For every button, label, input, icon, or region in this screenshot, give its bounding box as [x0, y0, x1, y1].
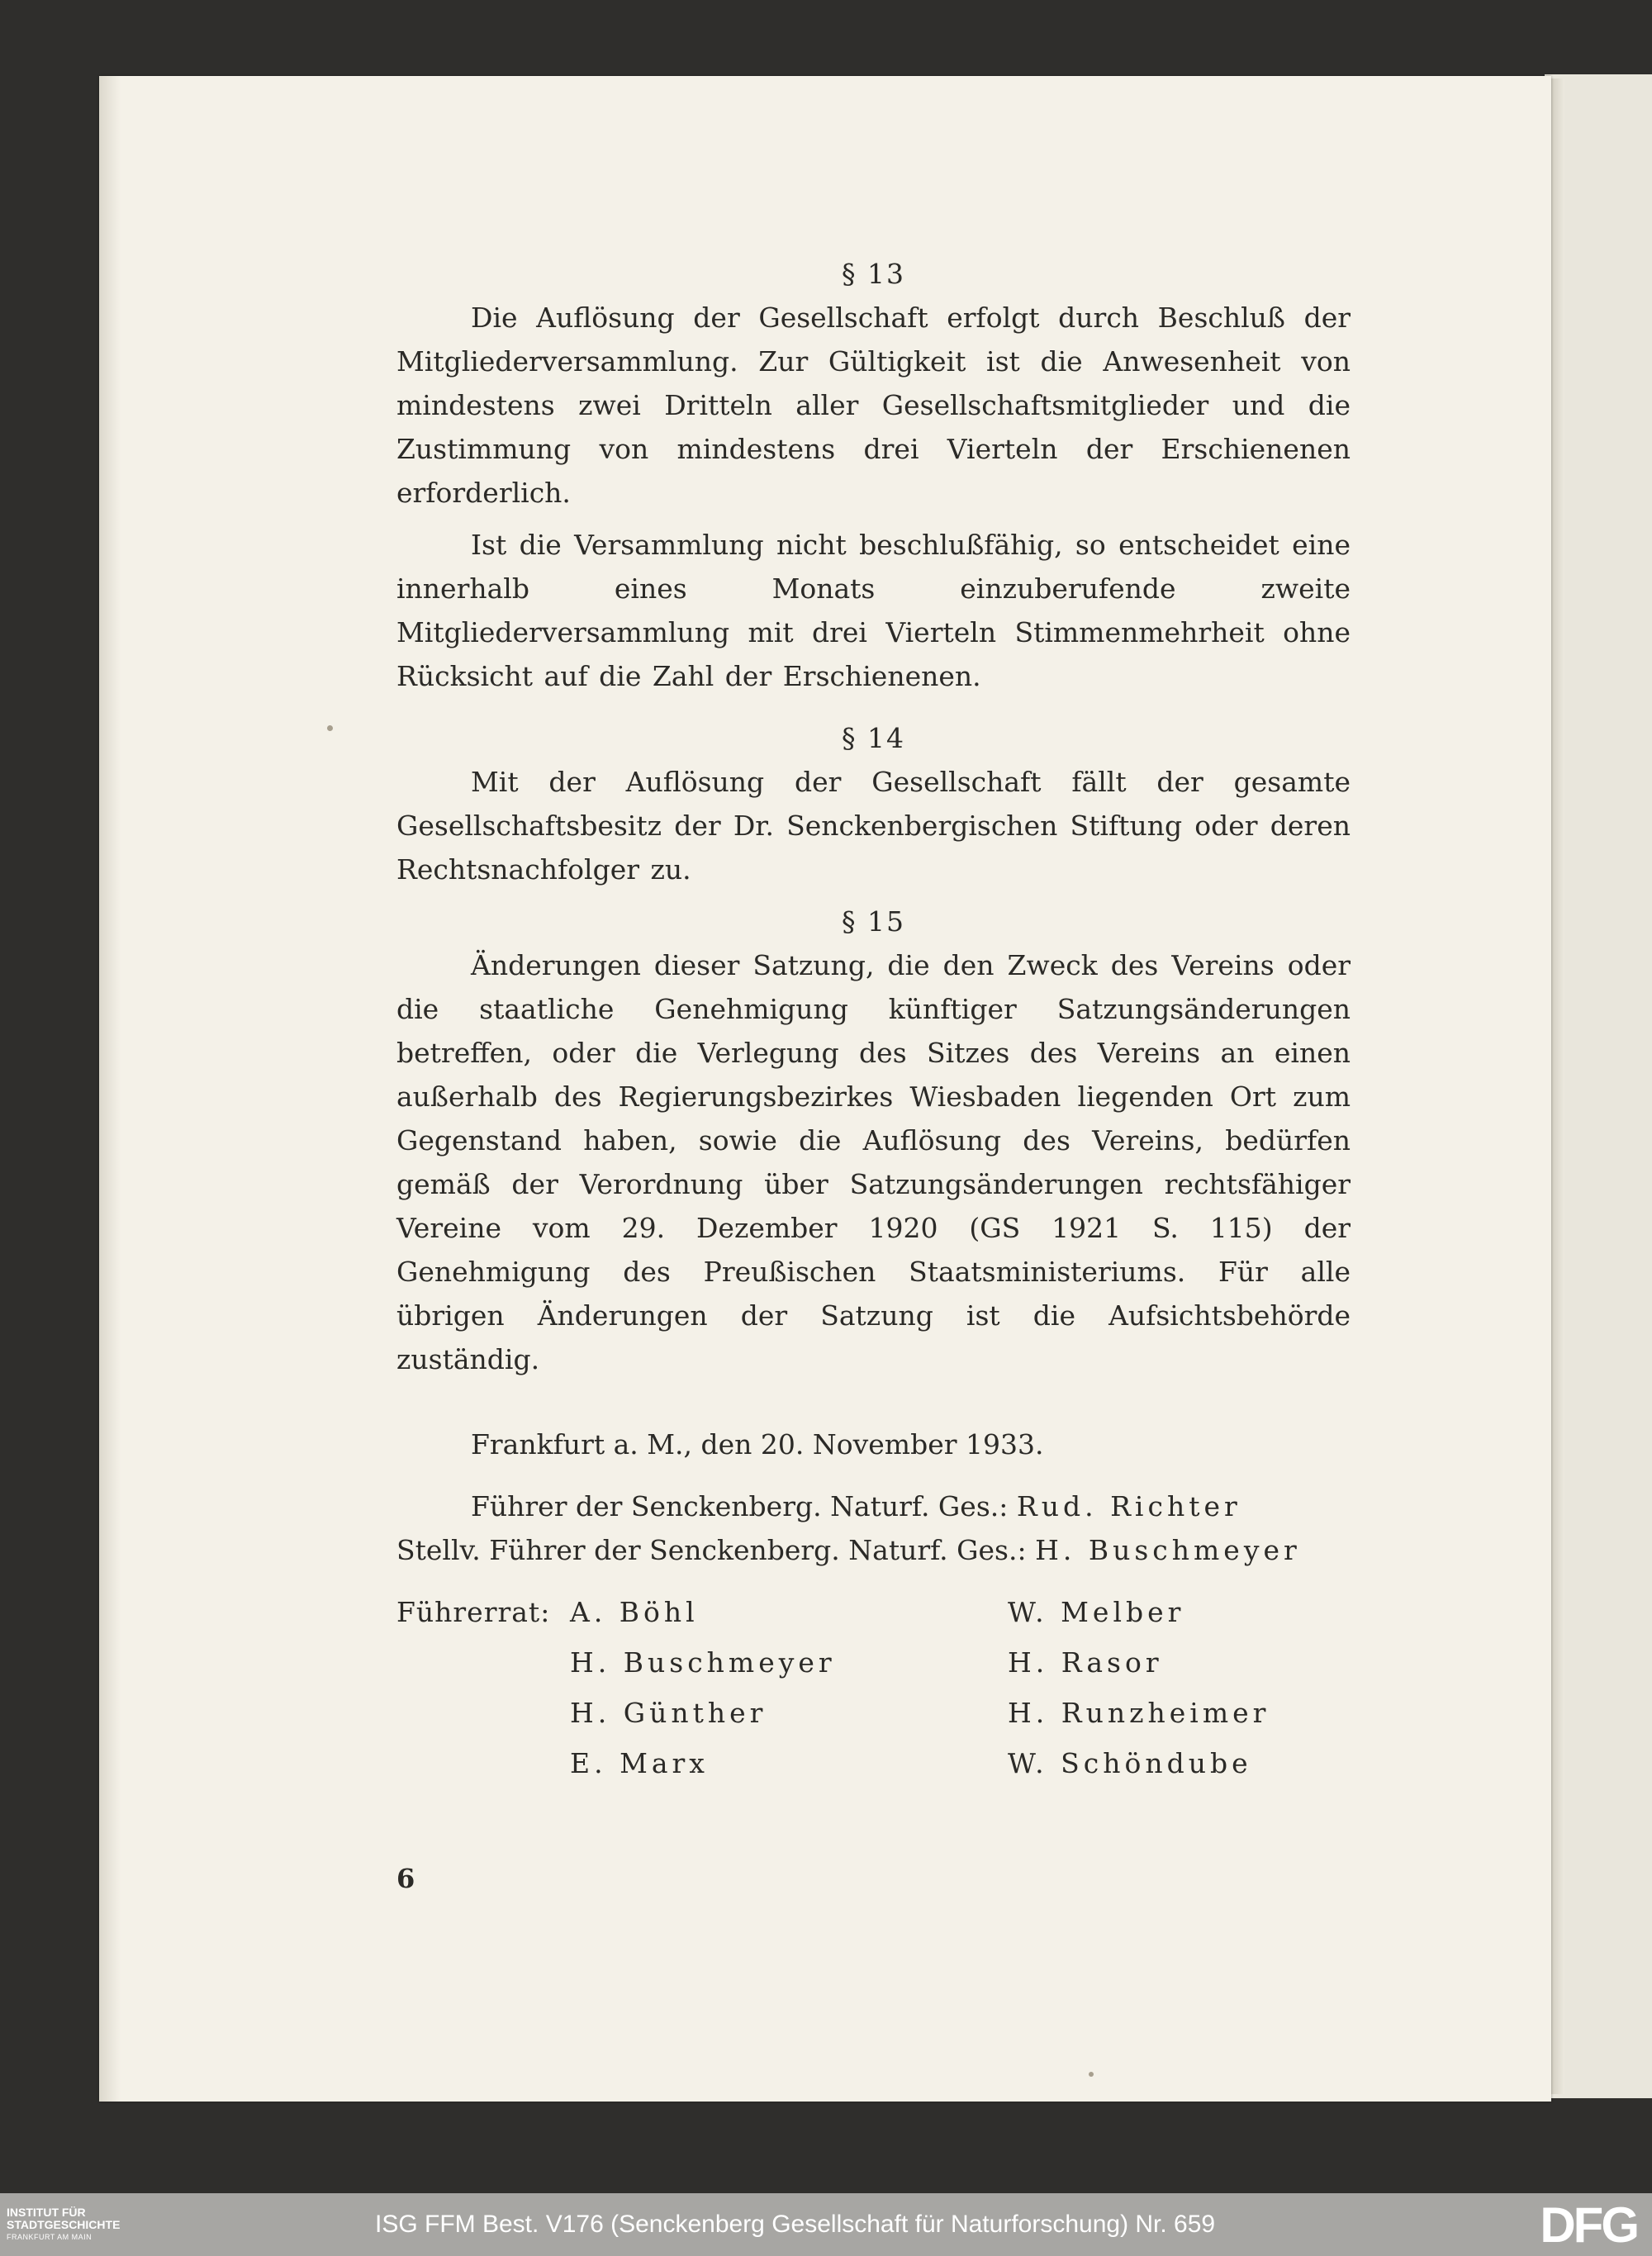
section-15-paragraph-1: Änderungen dieser Satzung, die den Zweck des Vereins oder die staatliche Genehmigung künftiger Satzungsänderungen betreffen, oder die Verlegung des Sitzes des Vereins an einen außerhalb des Regierungsbezirkes Wiesbaden liegenden Ort zum Gegenstand haben, sowie die Auflösung des Vereins, bedürfen gemäß der Verordnung über Satzungsänderungen rechtsfähiger Vereine vom 29. Dezember 1920 (GS 1921 S. 115) der Genehmigung des Preußischen Staatsministeriums. Für alle übrigen Änderungen der Satzung ist die Aufsichtsbehörde zuständig.: [396, 949, 1351, 1375]
page-content: [396, 252, 1351, 1785]
institution-name-line2: STADTGESCHICHTE: [7, 2217, 121, 2231]
council-list: [396, 1590, 1351, 1785]
page-left-shadow: [99, 76, 121, 2102]
council-member: H. Buschmeyer: [570, 1646, 836, 1679]
council-member: H. Günther: [570, 1697, 767, 1729]
institution-name-line1: INSTITUT FÜR: [7, 2205, 86, 2219]
deputy-name: H. Buschmeyer: [1035, 1534, 1301, 1566]
council-label: Führerrat:: [396, 1596, 551, 1628]
deputy-label: Stellv. Führer der Senckenberg. Naturf. Ges.:: [396, 1534, 1027, 1566]
council-member: H. Rasor: [1008, 1646, 1163, 1679]
institution-logo: [0, 2193, 157, 2256]
dfg-logo: DFG: [1540, 2197, 1637, 2253]
viewer-footer-bar: [0, 2193, 1652, 2256]
section-heading-14: § 14: [842, 722, 905, 754]
leader-line: [396, 1484, 1351, 1528]
paper-speck: [327, 725, 333, 731]
leader-name: Rud. Richter: [1016, 1490, 1241, 1522]
council-member: W. Schöndube: [1008, 1747, 1252, 1779]
page-number: 6: [396, 1863, 415, 1894]
institution-name-line3: FRANKFURT AM MAIN: [7, 2232, 93, 2241]
paper-speck: [1089, 2072, 1094, 2077]
record-title: ISG FFM Best. V176 (Senckenberg Gesellschaft für Naturforschung) Nr. 659: [375, 2211, 1216, 2238]
section-heading-13: § 13: [842, 258, 905, 290]
section-14-paragraph-1: Mit der Auflösung der Gesellschaft fällt der gesamte Gesellschaftsbesitz der Dr. Senckenbergischen Stiftung oder deren Rechtsnachfolger zu.: [396, 766, 1351, 886]
council-member: A. Böhl: [570, 1596, 699, 1628]
deputy-line: [396, 1528, 1351, 1572]
section-heading-15: § 15: [842, 905, 905, 938]
section-13-paragraph-1: Die Auflösung der Gesellschaft erfolgt durch Beschluß der Mitgliederversammlung. Zur Gültigkeit ist die Anwesenheit von mindestens zwei Dritteln aller Gesellschaftsmitglieder und die Zustimmung von mindestens drei Vierteln der Erschienenen erforderlich.: [396, 302, 1351, 509]
council-member: E. Marx: [570, 1747, 709, 1779]
council-member: W. Melber: [1008, 1596, 1185, 1628]
leader-label: Führer der Senckenberg. Naturf. Ges.:: [471, 1490, 1009, 1522]
date-line: Frankfurt a. M., den 20. November 1933.: [471, 1428, 1044, 1460]
section-13-paragraph-2: Ist die Versammlung nicht beschlußfähig, so entscheidet eine innerhalb eines Monats einzuberufende zweite Mitgliederversammlung mit drei Vierteln Stimmenmehrheit ohne Rücksicht auf die Zahl der Erschienenen.: [396, 529, 1351, 692]
council-member: H. Runzheimer: [1008, 1697, 1270, 1729]
